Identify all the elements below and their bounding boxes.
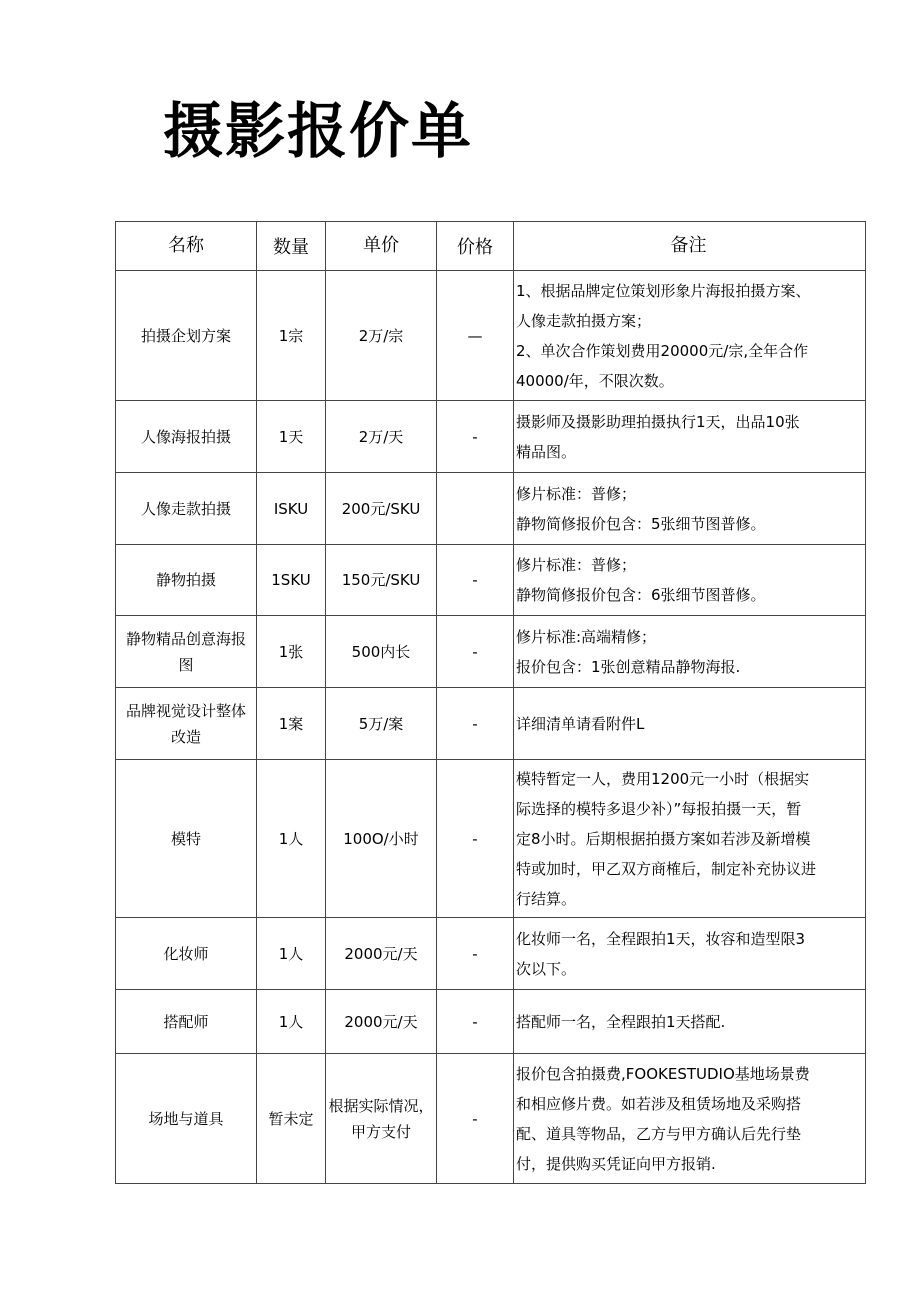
header-qty: 数量 [257, 222, 326, 271]
table-row [116, 918, 866, 990]
note-line: 和相应修片费。如若涉及租赁场地及采购搭 [516, 1094, 802, 1113]
cell-qty: 1宗 [257, 271, 326, 401]
cell-price: - [437, 616, 514, 688]
note-line: 2、单次合作策划费用20000元/宗,全年合作 [516, 341, 809, 360]
note-line: 静物简修报价包含：6张细节图普修。 [516, 586, 766, 604]
cell-price: - [437, 918, 514, 990]
note-line: 摄影师及摄影助理拍摄执行1天，出品10张 [516, 412, 800, 431]
cell-price: - [437, 760, 514, 918]
cell-name: 场地与道具 [116, 1054, 257, 1184]
cell-qty: 1张 [257, 616, 326, 688]
cell-name: 搭配师 [116, 990, 257, 1054]
table-row [116, 545, 866, 616]
cell-name: 静物拍摄 [116, 545, 257, 616]
cell-unit-price: 100O/小时 [326, 760, 437, 918]
cell-note [514, 918, 866, 990]
cell-unit-price: 2000元/天 [326, 990, 437, 1054]
note-line: 模特暂定一人，费用1200元一小时（根据实 [516, 769, 810, 788]
table-row [116, 271, 866, 401]
note-line: 行结算。 [516, 889, 577, 908]
cell-qty: 1人 [257, 990, 326, 1054]
cell-note [514, 990, 866, 1054]
cell-note [514, 616, 866, 688]
quote-table [115, 221, 866, 1184]
header-unit-price: 单价 [326, 222, 437, 271]
cell-note [514, 688, 866, 760]
cell-price: — [437, 271, 514, 401]
header-price: 价格 [437, 222, 514, 271]
header-note: 备注 [514, 222, 866, 271]
cell-price: - [437, 1054, 514, 1184]
cell-name: 拍摄企划方案 [116, 271, 257, 401]
cell-unit-price: 150元/SKU [326, 545, 437, 616]
cell-unit-price: 2万/宗 [326, 271, 437, 401]
cell-unit-price: 根据实际情况，甲方支付 [326, 1054, 437, 1184]
cell-unit-price: 2000元/天 [326, 918, 437, 990]
cell-name: 静物精品创意海报图 [116, 616, 257, 688]
cell-name: 人像走款拍摄 [116, 473, 257, 545]
note-line: 修片标准:高端精修； [516, 627, 657, 646]
note-line: 际选择的模特多退少补）”每报拍摄一天，暂 [516, 799, 802, 818]
cell-price: - [437, 990, 514, 1054]
table-row [116, 760, 866, 918]
cell-unit-price: 500内长 [326, 616, 437, 688]
cell-qty: 1天 [257, 401, 326, 473]
cell-name: 模特 [116, 760, 257, 918]
cell-name: 化妆师 [116, 918, 257, 990]
table-row [116, 401, 866, 473]
note-line: 修片标准：普修； [516, 484, 637, 503]
cell-unit-price: 2万/天 [326, 401, 437, 473]
note-line: 定8小时。后期根据拍摄方案如若涉及新增模 [516, 829, 811, 848]
cell-unit-price: 200元/SKU [326, 473, 437, 545]
note-line: 特或加时，甲乙双方商榷后，制定补充协议进 [516, 859, 817, 878]
table-body [116, 271, 866, 1184]
cell-qty: ISKU [257, 473, 326, 545]
note-line: 40000/年，不限次数。 [516, 371, 674, 390]
page-title: 摄影报价单 [163, 97, 473, 167]
note-line: 静物简修报价包含：5张细节图普修。 [516, 514, 766, 533]
table-header-row [116, 222, 866, 271]
table-row [116, 990, 866, 1054]
note-line: 化妆师一名，全程跟拍1天，妆容和造型限3 [516, 929, 806, 948]
note-line: 人像走款拍摄方案； [516, 311, 652, 330]
cell-price: - [437, 401, 514, 473]
cell-note [514, 401, 866, 473]
note-line: 精品图。 [516, 442, 577, 461]
cell-note [514, 1054, 866, 1184]
note-line: 报价包含：1张创意精品静物海报. [516, 657, 741, 676]
cell-qty: 暂未定 [257, 1054, 326, 1184]
note-line: 次以下。 [516, 959, 577, 978]
cell-note [514, 271, 866, 401]
cell-note [514, 545, 866, 616]
cell-name: 人像海报拍摄 [116, 401, 257, 473]
cell-qty: 1人 [257, 760, 326, 918]
table-row [116, 616, 866, 688]
table-row [116, 473, 866, 545]
note-line: 付，提供购买凭证向甲方报销. [516, 1154, 716, 1173]
note-line: 搭配师一名，全程跟拍1天搭配. [516, 1012, 726, 1031]
note-line: 详细清单请看附件L [516, 714, 645, 733]
note-line: 配、道具等物品，乙方与甲方确认后先行垫 [516, 1124, 802, 1143]
cell-qty: 1案 [257, 688, 326, 760]
cell-qty: 1SKU [257, 545, 326, 616]
cell-price [437, 473, 514, 545]
header-name: 名称 [116, 222, 257, 271]
cell-unit-price: 5万/案 [326, 688, 437, 760]
cell-price: - [437, 688, 514, 760]
cell-qty: 1人 [257, 918, 326, 990]
table-row [116, 688, 866, 760]
table-row [116, 1054, 866, 1184]
note-line: 报价包含拍摄费,FOOKESTUDIO基地场景费 [516, 1064, 810, 1083]
note-line: 修片标准：普修； [516, 556, 637, 574]
note-line: 1、根据品牌定位策划形象片海报拍摄方案、 [516, 281, 811, 300]
cell-note [514, 760, 866, 918]
cell-note [514, 473, 866, 545]
cell-price: - [437, 545, 514, 616]
cell-name: 品牌视觉设计整体改造 [116, 688, 257, 760]
